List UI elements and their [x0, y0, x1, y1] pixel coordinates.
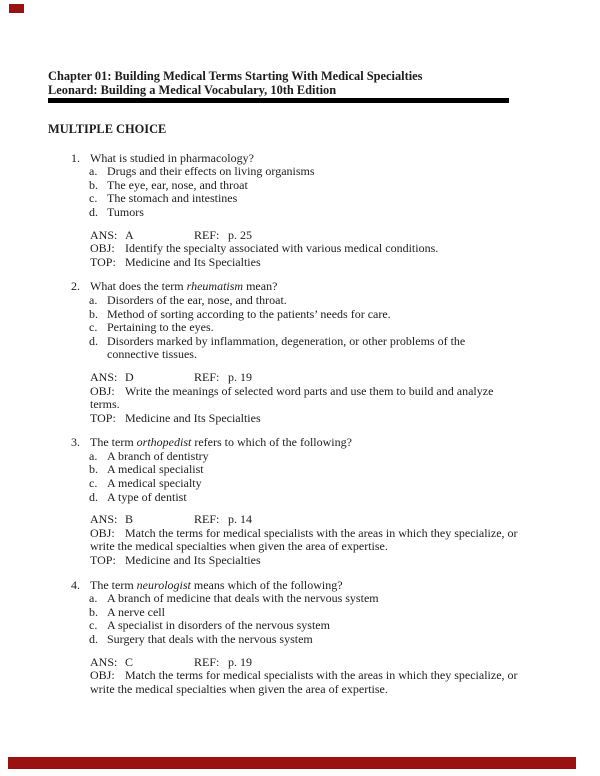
options-list — [89, 592, 600, 646]
answer-block — [90, 371, 600, 425]
header-divider — [48, 98, 509, 103]
question-term: rheumatism — [186, 279, 244, 294]
ref-value: p. 19 — [228, 654, 252, 669]
question-number: 1. — [71, 150, 80, 165]
question-3 — [71, 436, 600, 567]
ans-ref-row — [90, 229, 600, 243]
ans-label: ANS: — [90, 512, 118, 527]
option-text: Disorders of the ear, nose, and throat. — [107, 292, 287, 307]
ans-value: C — [125, 654, 134, 669]
option-text: The stomach and intestines — [107, 191, 238, 206]
option-d — [89, 491, 600, 505]
obj-text: Write the meanings of selected word parts and use them to build and analyze — [125, 383, 494, 398]
ref-label: REF: — [194, 654, 220, 669]
option-letter: d. — [89, 632, 98, 646]
option-letter: d. — [89, 204, 98, 219]
question-2 — [71, 280, 600, 425]
option-text: A type of dentist — [107, 489, 187, 504]
option-text: Method of sorting according to the patients’ needs for care. — [107, 306, 391, 321]
option-b — [89, 308, 600, 322]
ans-label: ANS: — [90, 227, 118, 242]
prompt-after: refers to which of the following? — [191, 435, 352, 450]
obj-text-continued: write the medical specialties when given the area of expertise. — [90, 681, 388, 696]
question-4 — [71, 579, 600, 697]
question-number: 2. — [71, 279, 80, 294]
question-1 — [71, 152, 600, 270]
option-b — [89, 179, 600, 193]
ans-value: B — [125, 512, 134, 527]
option-letter: c. — [89, 191, 98, 206]
question-term: neurologist — [136, 577, 191, 592]
option-text: Pertaining to the eyes. — [107, 320, 214, 335]
ans-label: ANS: — [90, 369, 118, 384]
obj-text: Match the terms for medical specialists with the areas in which they specialize, or — [125, 525, 518, 540]
option-letter: c. — [89, 320, 98, 335]
option-text: A nerve cell — [107, 604, 165, 619]
redaction-bar-bottom — [8, 757, 576, 769]
ref-value: p. 14 — [228, 512, 252, 527]
option-letter: a. — [89, 292, 98, 307]
option-letter: a. — [89, 448, 98, 463]
prompt-before: What is studied in pharmacology? — [90, 150, 254, 165]
option-letter: d. — [89, 489, 98, 504]
option-letter: c. — [89, 618, 98, 633]
obj-text-continued: write the medical specialties when given the area of expertise. — [90, 539, 388, 554]
option-letter: b. — [89, 306, 98, 321]
option-a — [89, 165, 600, 179]
ref-label: REF: — [194, 512, 220, 527]
ans-value: A — [125, 227, 134, 242]
option-c — [89, 619, 600, 633]
question-prompt-row — [71, 152, 600, 166]
document-header — [48, 70, 600, 103]
prompt-after: mean? — [243, 279, 278, 294]
option-letter: a. — [89, 591, 98, 606]
answer-block — [90, 656, 600, 697]
obj-text-continued: terms. — [90, 397, 120, 412]
obj-label: OBJ: — [90, 525, 115, 540]
question-prompt-row — [71, 436, 600, 450]
option-letter: a. — [89, 164, 98, 179]
options-list — [89, 450, 600, 504]
ref-label: REF: — [194, 227, 220, 242]
obj-label: OBJ: — [90, 241, 115, 256]
option-d — [89, 633, 600, 647]
option-b — [89, 463, 600, 477]
options-list — [89, 294, 600, 362]
obj-label: OBJ: — [90, 668, 115, 683]
prompt-before: What does the term — [90, 279, 187, 294]
option-text: The eye, ear, nose, and throat — [107, 177, 248, 192]
option-letter: c. — [89, 476, 98, 491]
top-value: Medicine and Its Specialties — [125, 254, 261, 269]
option-b — [89, 606, 600, 620]
section-title: MULTIPLE CHOICE — [48, 122, 167, 136]
option-letter: d. — [89, 333, 98, 348]
option-d — [89, 335, 600, 362]
option-text: A branch of dentistry — [107, 448, 209, 463]
option-a — [89, 592, 600, 606]
top-row — [90, 256, 600, 270]
options-list — [89, 165, 600, 219]
top-label: TOP: — [90, 254, 116, 269]
option-text: Tumors — [107, 204, 144, 219]
ref-value: p. 25 — [228, 227, 252, 242]
ans-ref-row — [90, 513, 600, 527]
ans-ref-row — [90, 656, 600, 670]
question-term: orthopedist — [136, 435, 192, 450]
obj-row — [90, 242, 600, 256]
option-letter: b. — [89, 462, 98, 477]
answer-block — [90, 229, 600, 270]
option-text: A specialist in disorders of the nervous system — [107, 618, 330, 633]
question-prompt-row — [71, 280, 600, 294]
top-label: TOP: — [90, 410, 116, 425]
question-prompt — [90, 579, 600, 593]
option-text: Surgery that deals with the nervous system — [107, 632, 313, 646]
option-text: Drugs and their effects on living organisms — [107, 164, 315, 179]
prompt-before: The term — [90, 577, 137, 592]
question-number: 3. — [71, 435, 80, 450]
question-prompt — [90, 152, 600, 166]
prompt-after: means which of the following? — [190, 577, 343, 592]
obj-label: OBJ: — [90, 383, 115, 398]
question-number: 4. — [71, 577, 80, 592]
question-prompt — [90, 280, 600, 294]
option-letter: b. — [89, 604, 98, 619]
obj-row — [90, 527, 600, 541]
question-prompt-row — [71, 579, 600, 593]
option-text: A medical specialty — [107, 476, 202, 491]
obj-row — [90, 669, 600, 683]
chapter-title: Chapter 01: Building Medical Terms Starting With Medical Specialties — [48, 69, 423, 83]
top-label: TOP: — [90, 553, 116, 568]
obj-row — [90, 385, 600, 399]
top-row — [90, 554, 600, 568]
ans-value: D — [125, 369, 134, 384]
option-letter: b. — [89, 177, 98, 192]
option-d — [89, 206, 600, 220]
option-a — [89, 294, 600, 308]
top-value: Medicine and Its Specialties — [125, 410, 261, 425]
ans-ref-row — [90, 371, 600, 385]
ref-label: REF: — [194, 369, 220, 384]
option-text: A branch of medicine that deals with the nervous system — [107, 591, 379, 606]
option-c — [89, 321, 600, 335]
option-text: A medical specialist — [107, 462, 204, 477]
top-row — [90, 412, 600, 426]
ans-label: ANS: — [90, 654, 118, 669]
book-title: Leonard: Building a Medical Vocabulary, 10th Edition — [48, 82, 337, 97]
option-c — [89, 477, 600, 491]
prompt-before: The term — [90, 435, 137, 450]
ref-value: p. 19 — [228, 369, 252, 384]
obj-text: Match the terms for medical specialists with the areas in which they specialize, or — [125, 668, 518, 683]
top-value: Medicine and Its Specialties — [125, 553, 261, 568]
answer-block — [90, 513, 600, 567]
option-text: Disorders marked by inflammation, degeneration, or other problems of the connective tissues. — [107, 333, 466, 362]
question-prompt — [90, 436, 600, 450]
option-a — [89, 450, 600, 464]
option-c — [89, 192, 600, 206]
obj-text: Identify the specialty associated with various medical conditions. — [125, 241, 439, 256]
